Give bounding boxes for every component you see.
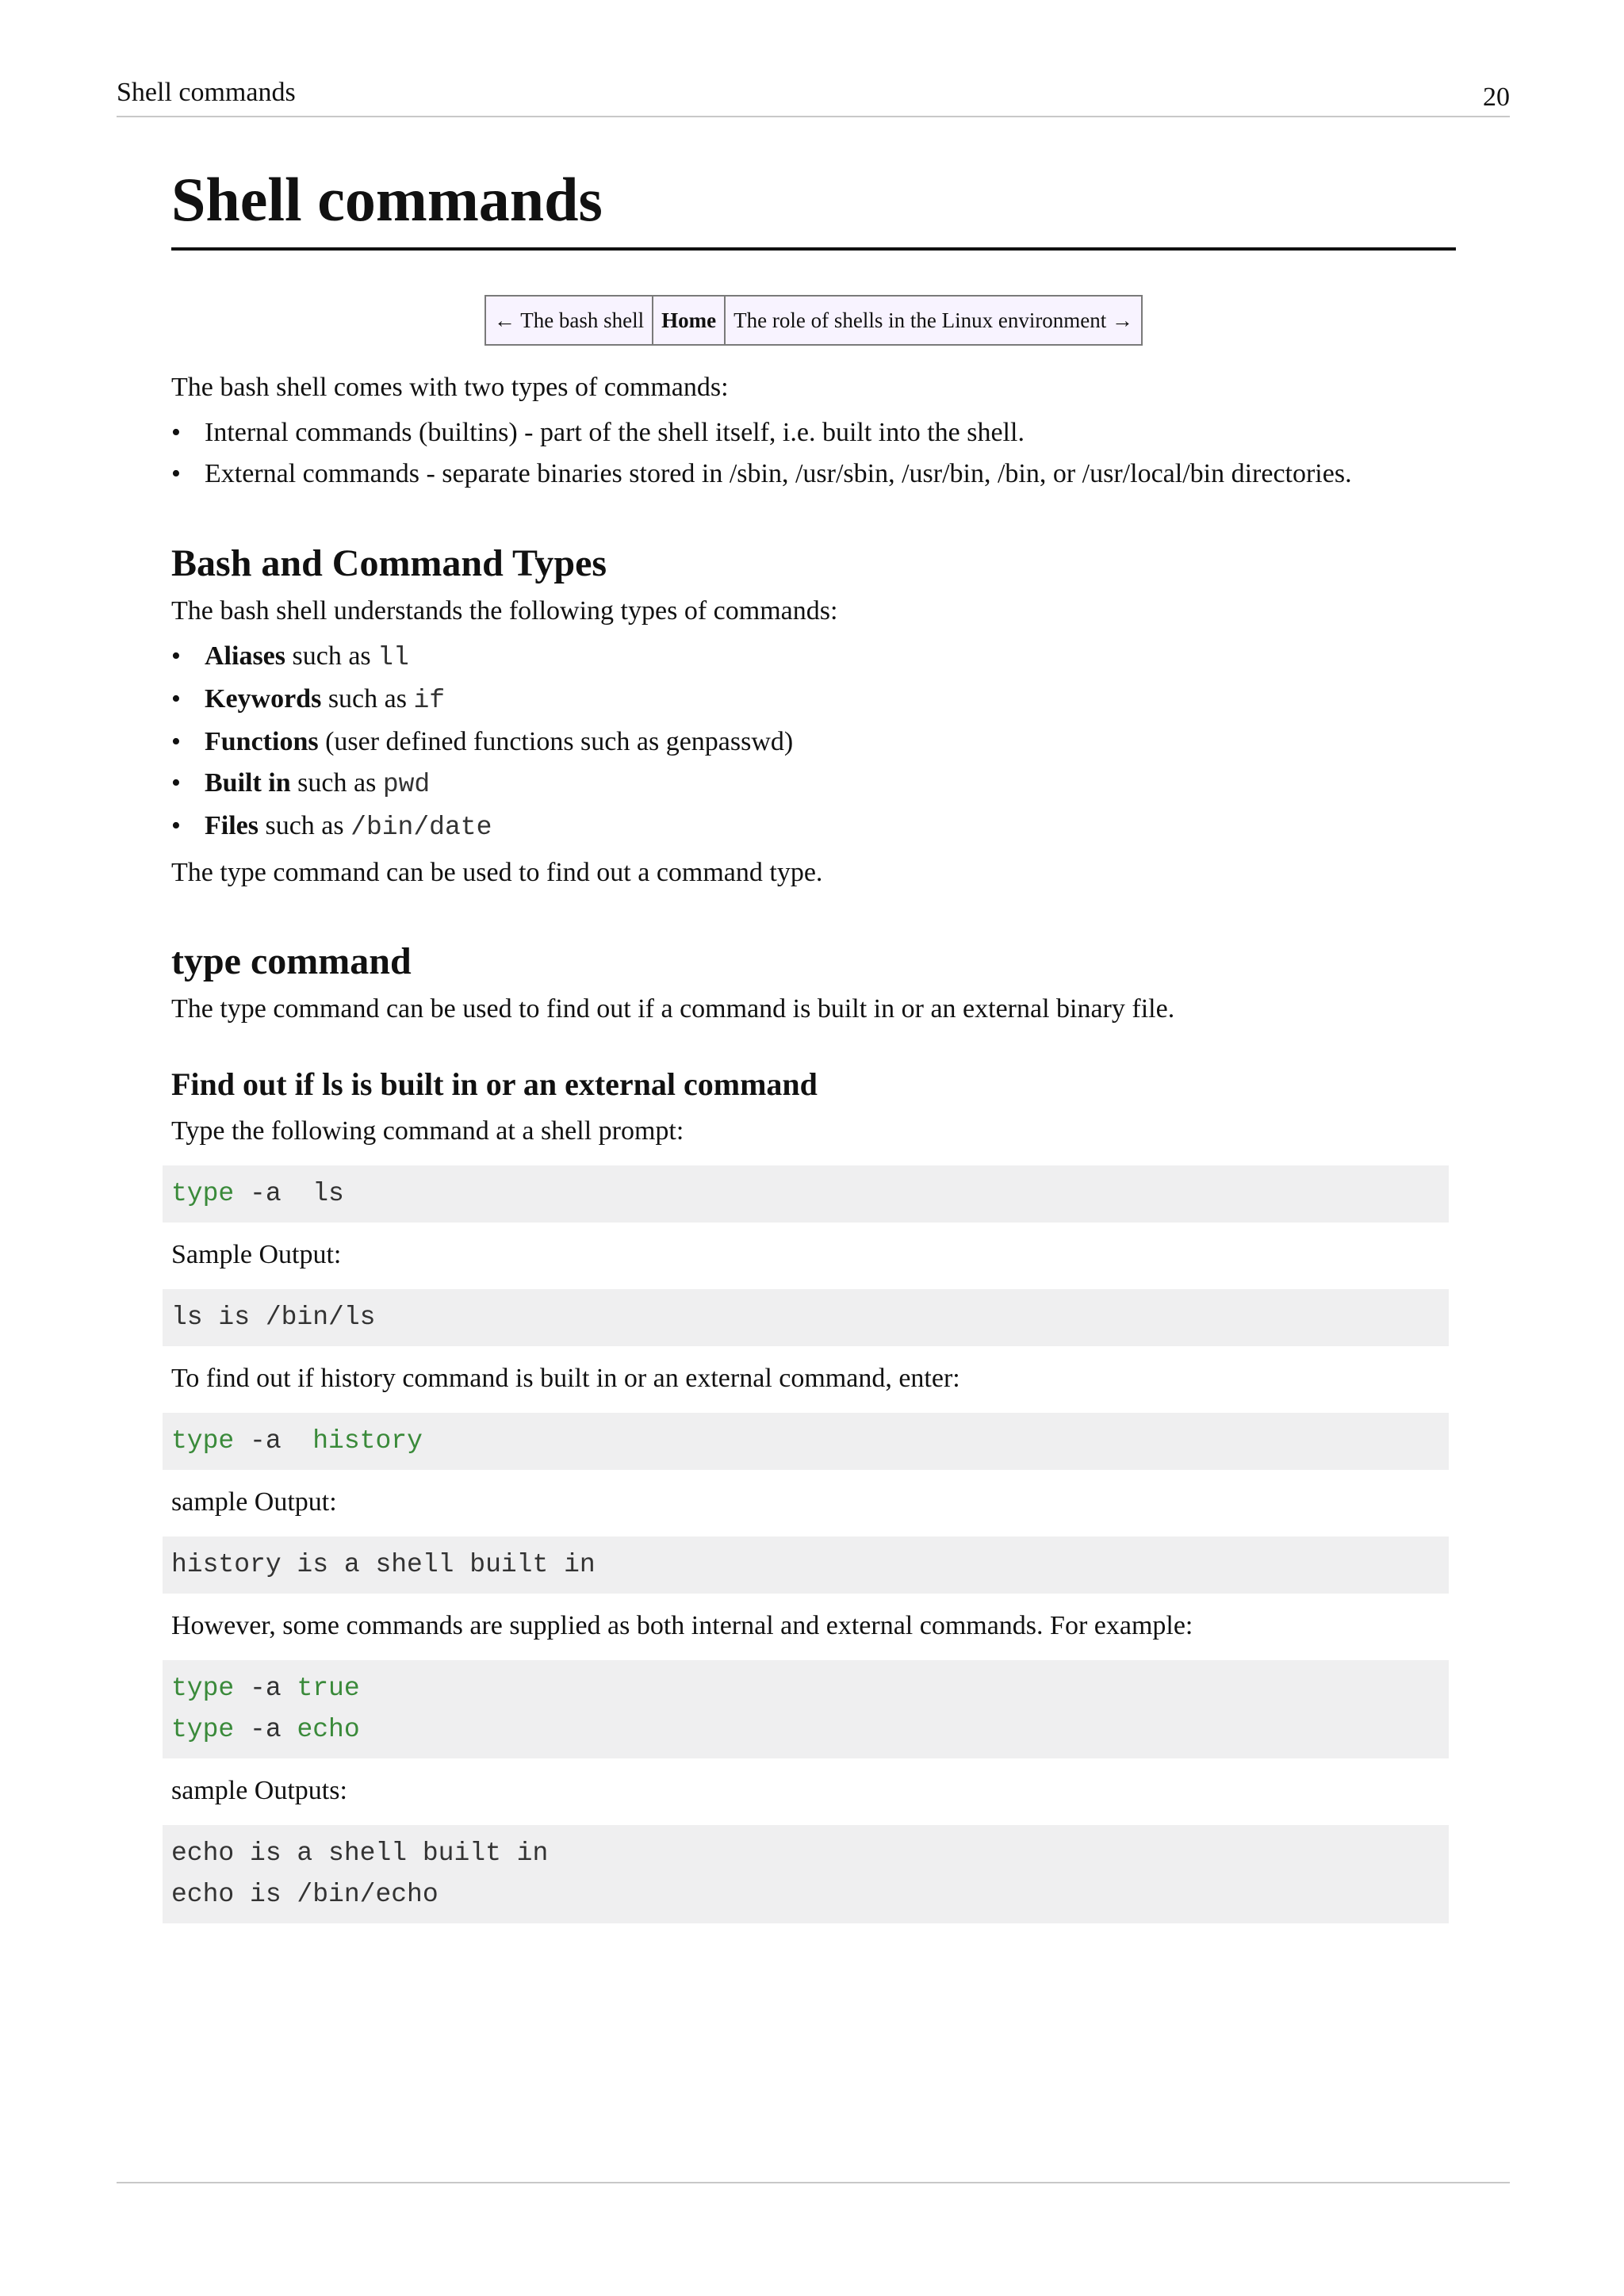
code-keyword: type [171, 1426, 235, 1456]
footer-rule [117, 2182, 1510, 2183]
subsection-heading: Find out if ls is built in or an external command [171, 1066, 818, 1102]
code-argument: history [312, 1426, 423, 1456]
list-item [171, 721, 1456, 763]
navigation-box [485, 295, 1143, 346]
list-item: • External commands - separate binaries stored in /sbin, /usr/sbin, /usr/bin, /bin, or /usr/local/bin directories. [171, 453, 1456, 495]
list-text: such as [290, 768, 383, 798]
term: Functions [205, 727, 319, 756]
term: Keywords [205, 684, 322, 714]
nav-home-link[interactable]: Home [653, 296, 725, 345]
page-number: 20 [1483, 82, 1510, 112]
nav-prev-link[interactable]: ← The bash shell [485, 296, 653, 345]
paragraph: However, some commands are supplied as both internal and external commands. For example: [171, 1611, 1193, 1640]
list-item [171, 763, 1456, 806]
list-item [171, 806, 1456, 848]
list-text: such as [285, 641, 378, 671]
inline-code: if [413, 686, 446, 715]
term: Built in [205, 768, 291, 798]
page-content [171, 159, 1456, 1923]
page-title: Shell commands [171, 159, 1456, 251]
term: Aliases [205, 641, 285, 671]
output-block: history is a shell built in [163, 1536, 1449, 1594]
code-block [163, 1660, 1449, 1758]
code-keyword: type [171, 1715, 235, 1744]
paragraph: The type command can be used to find out a command type. [171, 858, 823, 887]
output-line: echo is a shell built in [171, 1839, 549, 1868]
running-title: Shell commands [117, 78, 296, 107]
code-block [163, 1413, 1449, 1470]
paragraph: The type command can be used to find out if a command is built in or an external binary file. [171, 994, 1175, 1024]
code-keyword: type [171, 1179, 235, 1208]
running-header [117, 79, 1510, 117]
paragraph: Type the following command at a shell prompt: [171, 1116, 684, 1146]
list-item: • Internal commands (builtins) - part of the shell itself, i.e. built into the shell. [171, 412, 1456, 453]
inline-code: /bin/date [350, 813, 492, 842]
list-text: (user defined functions such as genpasswd) [318, 727, 794, 756]
paragraph: sample Output: [171, 1487, 337, 1517]
paragraph: Sample Output: [171, 1240, 342, 1269]
list-item [171, 636, 1456, 679]
code-argument: true [297, 1674, 360, 1703]
list-text: such as [258, 811, 351, 840]
output-line: echo is /bin/echo [171, 1880, 439, 1909]
section-heading: type command [171, 940, 412, 982]
code-keyword: type [171, 1674, 235, 1703]
intro-list [171, 412, 1456, 495]
paragraph: sample Outputs: [171, 1776, 347, 1805]
paragraph: The bash shell understands the following types of commands: [171, 596, 838, 626]
code-block [163, 1165, 1449, 1223]
nav-next-link[interactable]: The role of shells in the Linux environment → [725, 296, 1142, 345]
output-block: ls is /bin/ls [163, 1289, 1449, 1346]
section-heading: Bash and Command Types [171, 542, 607, 584]
list-text: such as [321, 684, 414, 714]
inline-code: ll [377, 643, 409, 672]
code-text: -a [234, 1426, 313, 1456]
code-text: -a [234, 1674, 297, 1703]
command-types-list [171, 636, 1456, 848]
term: Files [205, 811, 259, 840]
output-block [163, 1825, 1449, 1923]
intro-paragraph: The bash shell comes with two types of commands: [171, 373, 729, 402]
code-argument: echo [297, 1715, 360, 1744]
code-text: -a ls [234, 1179, 344, 1208]
inline-code: pwd [382, 770, 431, 799]
code-text: -a [234, 1715, 297, 1744]
list-item [171, 679, 1456, 721]
paragraph: To find out if history command is built in or an external command, enter: [171, 1364, 960, 1393]
